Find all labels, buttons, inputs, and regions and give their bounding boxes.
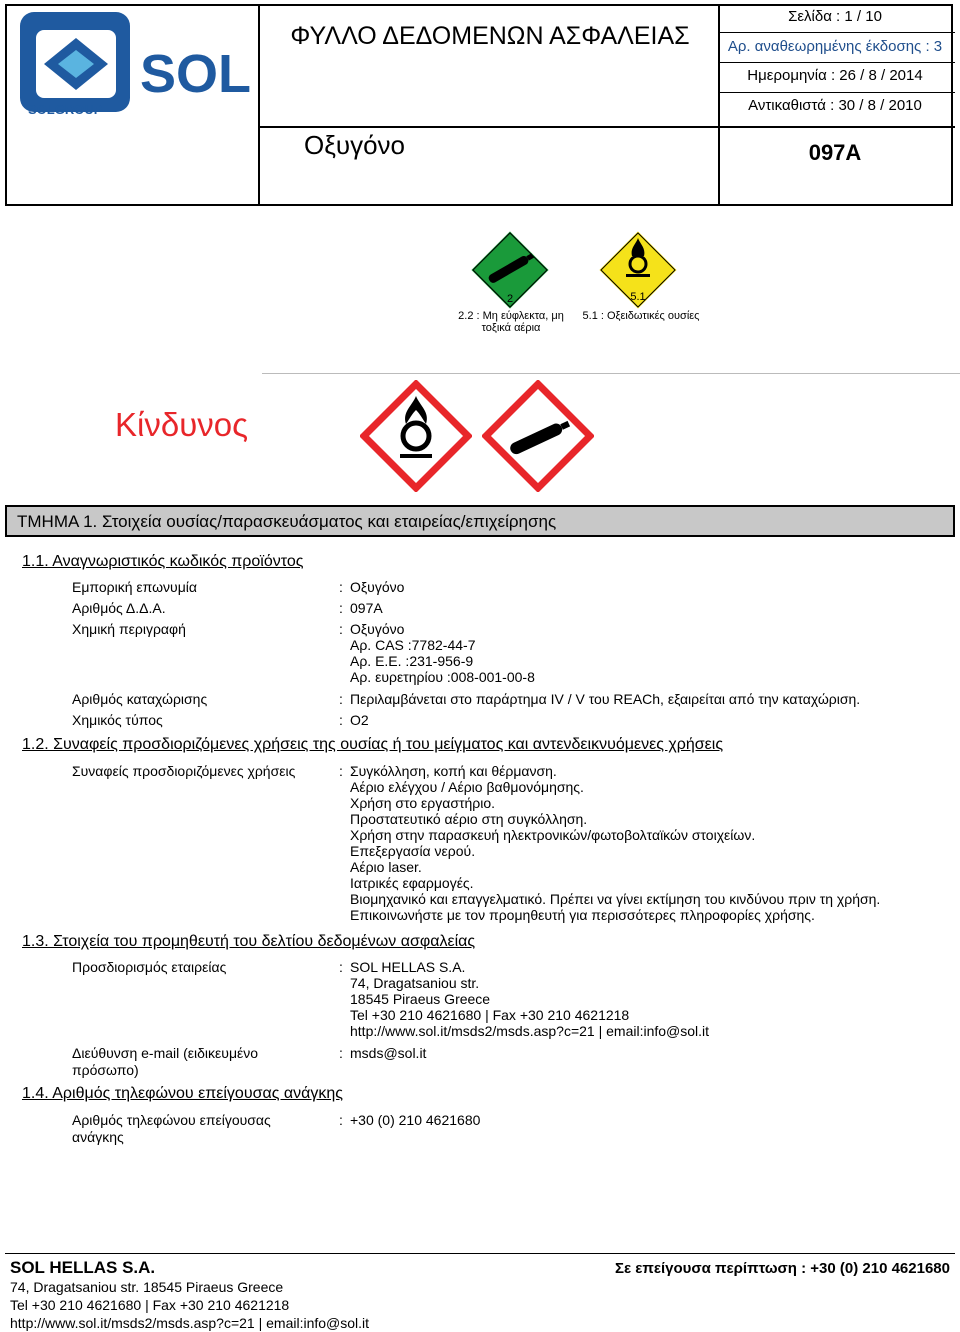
- colon: :: [339, 1045, 343, 1061]
- colon: :: [339, 621, 343, 637]
- ghs-gas-cylinder-icon: [482, 380, 594, 492]
- subsection-1-3-title: 1.3. Στοιχεία του προμηθευτή του δελτίου δεδομένων ασφαλείας: [22, 933, 476, 950]
- svg-text:SOL: SOL: [140, 44, 250, 104]
- colon: :: [339, 691, 343, 707]
- company-web: http://www.sol.it/msds2/msds.asp?c=21 | email:info@sol.it: [350, 1023, 710, 1039]
- use-item: Χρήση στην παρασκευή ηλεκτρονικών/φωτοβολταϊκών στοιχείων.: [350, 827, 756, 843]
- header-divider: [258, 126, 955, 128]
- company-logo: [18, 10, 250, 122]
- email-value[interactable]: msds@sol.it: [350, 1045, 427, 1061]
- use-item: Βιομηχανικό και επαγγελματικό. Πρέπει να γίνει εκτίμηση του κινδύνου πριν τη χρήση.: [350, 891, 881, 907]
- use-item: Επεξεργασία νερού.: [350, 843, 476, 859]
- sds-number-label: Αριθμός Δ.Δ.Α.: [72, 600, 166, 616]
- use-item: Αέριο ελέγχου / Αέριο βαθμονόμησης.: [350, 779, 584, 795]
- registration-number-label: Αριθμός καταχώρισης: [72, 691, 208, 707]
- svg-text:SOLGROUP: SOLGROUP: [28, 102, 103, 117]
- footer-company: SOL HELLAS S.A.: [10, 1258, 156, 1277]
- subsection-1-2-title: 1.2. Συναφείς προσδιοριζόμενες χρήσεις της ουσίας ή του μείγματος και αντενδεικνυόμενες χρήσεις: [22, 736, 724, 753]
- chemical-description-label: Χημική περιγραφή: [72, 621, 186, 637]
- transport-label-caption: 2.2 : Μη εύφλεκτα, μη τοξικά αέρια: [458, 310, 564, 334]
- company-city: 18545 Piraeus Greece: [350, 991, 491, 1007]
- divider: [262, 373, 960, 374]
- use-item: Επικοινωνήστε με τον προμηθευτή για περισσότερες πληροφορίες χρήσης.: [350, 907, 815, 923]
- replaces-date: Αντικαθιστά : 30 / 8 / 2010: [748, 97, 922, 114]
- use-item: Αέριο laser.: [350, 859, 422, 875]
- footer-web: http://www.sol.it/msds2/msds.asp?c=21 | email:info@sol.it: [10, 1315, 370, 1331]
- colon: :: [339, 579, 343, 595]
- email-label: Διεύθυνση e-mail (ειδικευμένο πρόσωπο): [72, 1045, 259, 1078]
- use-item: Ιατρικές εφαρμογές.: [350, 875, 474, 891]
- issue-date: Ημερομηνία : 26 / 8 / 2014: [747, 67, 923, 84]
- identified-uses-label: Συναφείς προσδιοριζόμενες χρήσεις: [72, 763, 296, 779]
- subsection-1-4-title: 1.4. Αριθμός τηλεφώνου επείγουσας ανάγκης: [22, 1085, 343, 1102]
- registration-number-value: Περιλαμβάνεται στο παράρτημα IV / V του REACh, εξαιρείται από την καταχώριση.: [350, 691, 861, 707]
- svg-text:5.1: 5.1: [630, 291, 646, 303]
- company-phone: Tel +30 210 4621680 | Fax +30 210 4621218: [350, 1007, 630, 1023]
- emergency-phone-label: Αριθμός τηλεφώνου επείγουσας ανάγκης: [72, 1112, 271, 1145]
- chemical-formula-label: Χημικός τύπος: [72, 712, 163, 728]
- footer-divider: [5, 1253, 955, 1254]
- chemical-formula-value: O2: [350, 712, 369, 728]
- sds-number-value: 097A: [350, 600, 383, 616]
- svg-text:2: 2: [506, 293, 514, 305]
- section-1-heading: ΤΜΗΜΑ 1. Στοιχεία ουσίας/παρασκευάσματος και εταιρείας/επιχείρησης: [5, 505, 955, 537]
- header-divider: [718, 62, 955, 63]
- flame-over-circle-diamond-icon: [596, 228, 680, 312]
- gas-cylinder-diamond-icon: [468, 228, 552, 312]
- footer-emergency: Σε επείγουσα περίπτωση : +30 (0) 210 4621680: [614, 1260, 950, 1277]
- page-number: Σελίδα : 1 / 10: [788, 8, 882, 25]
- trade-name-label: Εμπορική επωνυμία: [72, 579, 197, 595]
- colon: :: [339, 600, 343, 616]
- footer-phone: Tel +30 210 4621680 | Fax +30 210 4621218: [10, 1297, 290, 1313]
- cas-number: Αρ. CAS :7782-44-7: [350, 637, 476, 653]
- transport-label-caption: 5.1 : Οξειδωτικές ουσίες: [582, 310, 700, 322]
- company-street: 74, Dragatsaniou str.: [350, 975, 480, 991]
- identified-uses-list: [350, 763, 880, 923]
- company-name: SOL HELLAS S.A.: [350, 959, 466, 975]
- emergency-phone-value: +30 (0) 210 4621680: [350, 1112, 481, 1128]
- header-divider: [258, 4, 260, 206]
- header-divider: [718, 32, 955, 33]
- header-divider: [718, 92, 955, 93]
- value-line: Οξυγόνο: [350, 621, 405, 637]
- colon: :: [339, 959, 343, 975]
- product-code: 097A: [808, 140, 862, 165]
- ec-number: Αρ. Ε.Ε. :231-956-9: [350, 653, 474, 669]
- company-identification-label: Προσδιορισμός εταιρείας: [72, 959, 227, 975]
- signal-word: Κίνδυνος: [115, 406, 249, 443]
- use-item: Χρήση στο εργαστήριο.: [350, 795, 496, 811]
- use-item: Προστατευτικό αέριο στη συγκόλληση.: [350, 811, 588, 827]
- document-title: ΦΥΛΛΟ ΔΕΔΟΜΕΝΩΝ ΑΣΦΑΛΕΙΑΣ: [290, 22, 690, 50]
- colon: :: [339, 1112, 343, 1128]
- revision-number: Αρ. αναθεωρημένης έκδοσης : 3: [727, 38, 943, 55]
- colon: :: [339, 712, 343, 728]
- use-item: Συγκόλληση, κοπή και θέρμανση.: [350, 763, 557, 779]
- ghs-oxidizer-icon: [360, 380, 472, 492]
- colon: :: [339, 763, 343, 779]
- product-name: Οξυγόνο: [304, 130, 406, 160]
- chemical-description-value: [350, 621, 535, 685]
- index-number: Αρ. ευρετηρίου :008-001-00-8: [350, 669, 535, 685]
- footer-address: 74, Dragatsaniou str. 18545 Piraeus Greece: [10, 1279, 284, 1295]
- header-divider: [718, 126, 720, 206]
- subsection-1-1-title: 1.1. Αναγνωριστικός κωδικός προϊόντος: [22, 553, 304, 570]
- company-identification-value: [350, 959, 709, 1039]
- trade-name-value: Οξυγόνο: [350, 579, 405, 595]
